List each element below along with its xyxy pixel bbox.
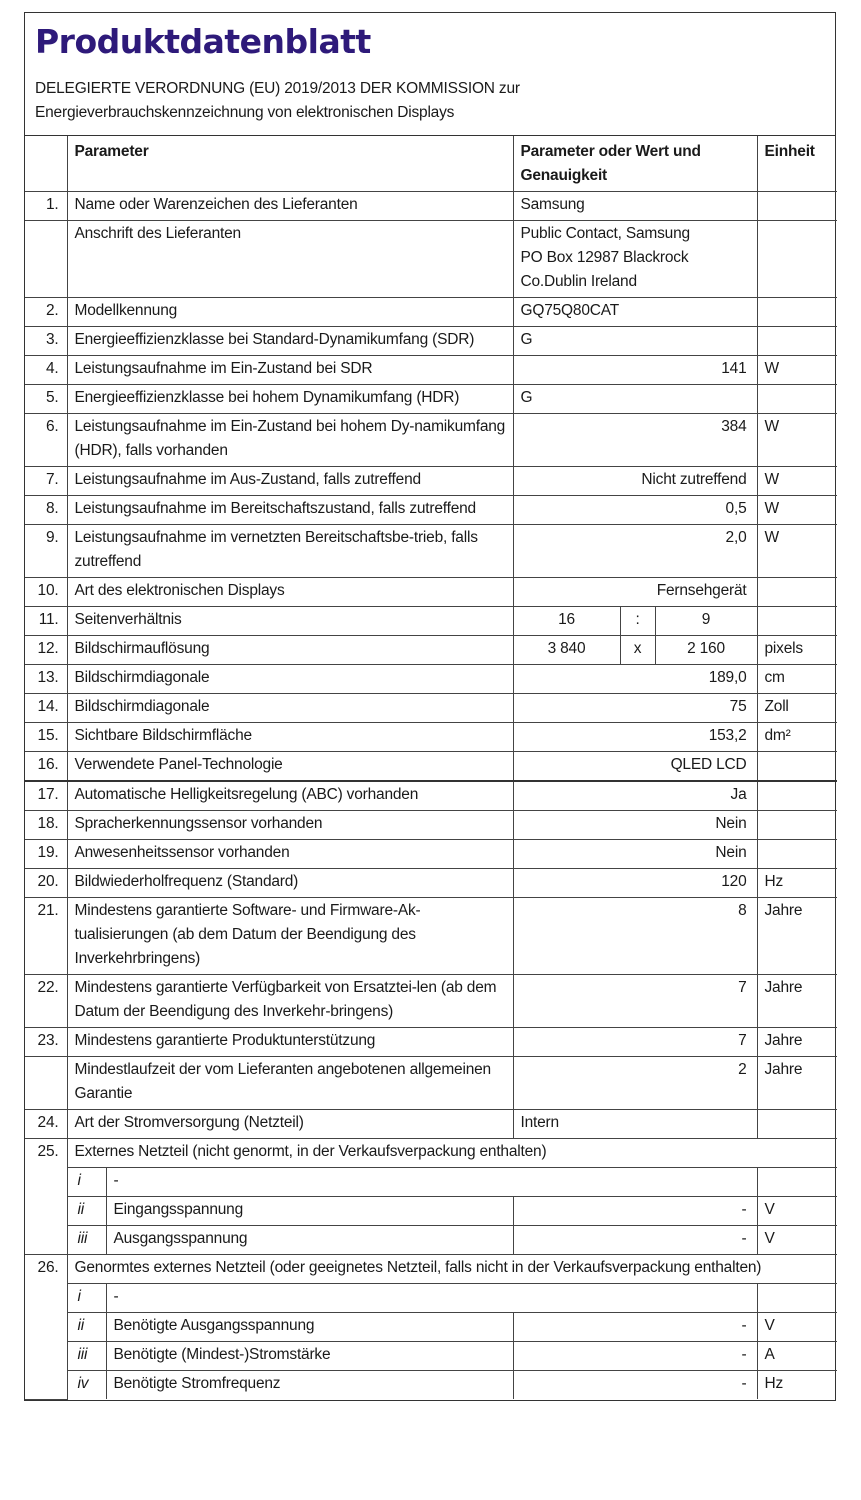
row-number: 15. (25, 723, 67, 752)
row-value (513, 221, 757, 298)
sub-row (25, 1342, 837, 1371)
table-row (25, 578, 837, 607)
sub-row-unit (757, 1168, 837, 1197)
row-value: 8 (513, 898, 757, 975)
row-number: 9. (25, 525, 67, 578)
row-parameter: Mindestlaufzeit der vom Lieferanten angebotenen allgemeinen Garantie (67, 1057, 513, 1110)
sub-row-roman: ii (67, 1313, 106, 1342)
row-value: 0,5 (513, 496, 757, 525)
table-row (25, 496, 837, 525)
row-unit (757, 385, 837, 414)
row-value: 189,0 (513, 665, 757, 694)
row-unit (757, 221, 837, 298)
table-row (25, 1110, 837, 1139)
sub-row (25, 1197, 837, 1226)
row-value-b: 2 160 (655, 636, 757, 665)
row-parameter: Mindestens garantierte Verfügbarkeit von Ersatztei-len (ab dem Datum der Beendigung des Inverkehr-bringens) (67, 975, 513, 1028)
row-number: 20. (25, 869, 67, 898)
row-unit (757, 327, 837, 356)
sub-row-roman: iii (67, 1342, 106, 1371)
row-unit (757, 781, 837, 811)
sub-row-unit: A (757, 1342, 837, 1371)
table-row (25, 811, 837, 840)
address-line: PO Box 12987 Blackrock (520, 249, 689, 266)
table-body (25, 192, 837, 1400)
table-row (25, 192, 837, 221)
table-row (25, 385, 837, 414)
row-parameter: Mindestens garantierte Software- und Firmware-Ak-tualisierungen (ab dem Datum der Beendigung des Inverkehrbringens) (67, 898, 513, 975)
subtitle-line-1: DELEGIERTE VERORDNUNG (EU) 2019/2013 DER KOMMISSION zur (35, 80, 520, 97)
row-value: GQ75Q80CAT (513, 298, 757, 327)
table-row (25, 636, 837, 665)
table-row (25, 694, 837, 723)
row-unit (757, 1110, 837, 1139)
row-parameter: Modellkennung (67, 298, 513, 327)
sub-row (25, 1313, 837, 1342)
row-unit: Hz (757, 869, 837, 898)
row-number: 12. (25, 636, 67, 665)
header-number (25, 136, 67, 192)
sub-row-value: - (513, 1371, 757, 1400)
row-parameter: Name oder Warenzeichen des Lieferanten (67, 192, 513, 221)
table-row (25, 298, 837, 327)
row-parameter: Art des elektronischen Displays (67, 578, 513, 607)
sub-row (25, 1168, 837, 1197)
product-data-sheet (24, 12, 836, 1401)
row-value: 7 (513, 975, 757, 1028)
sub-row (25, 1226, 837, 1255)
table-row (25, 327, 837, 356)
row-number (25, 221, 67, 298)
row-parameter: Energieeffizienzklasse bei Standard-Dynamikumfang (SDR) (67, 327, 513, 356)
row-number: 14. (25, 694, 67, 723)
row-number: 13. (25, 665, 67, 694)
table-row (25, 752, 837, 782)
row-value: Intern (513, 1110, 757, 1139)
row-parameter: Art der Stromversorgung (Netzteil) (67, 1110, 513, 1139)
row-value: Ja (513, 781, 757, 811)
row-unit (757, 840, 837, 869)
row-number: 26. (25, 1255, 67, 1400)
row-value: Nein (513, 811, 757, 840)
row-value: 153,2 (513, 723, 757, 752)
row-unit: Jahre (757, 898, 837, 975)
row-value: Samsung (513, 192, 757, 221)
sheet-header (25, 13, 835, 136)
row-parameter: Bildwiederholfrequenz (Standard) (67, 869, 513, 898)
page-title: Produktdatenblatt (35, 22, 371, 61)
row-number: 25. (25, 1139, 67, 1255)
table-row (25, 665, 837, 694)
sub-row-label: Benötigte Ausgangsspannung (106, 1313, 513, 1342)
row-unit (757, 811, 837, 840)
row-parameter: Leistungsaufnahme im Bereitschaftszustand, falls zutreffend (67, 496, 513, 525)
table-row (25, 781, 837, 811)
table-row (25, 467, 837, 496)
sub-row-roman: iii (67, 1226, 106, 1255)
row-number: 7. (25, 467, 67, 496)
row-unit (757, 752, 837, 782)
row-unit (757, 298, 837, 327)
row-value-a: 3 840 (513, 636, 620, 665)
row-number: 24. (25, 1110, 67, 1139)
row-parameter: Anwesenheitssensor vorhanden (67, 840, 513, 869)
regulation-subtitle (35, 77, 825, 125)
row-number: 3. (25, 327, 67, 356)
row-parameter: Leistungsaufnahme im vernetzten Bereitschaftsbe-trieb, falls zutreffend (67, 525, 513, 578)
table-row (25, 840, 837, 869)
row-number: 21. (25, 898, 67, 975)
row-parameter: Leistungsaufnahme im Ein-Zustand bei hohem Dy-namikumfang (HDR), falls vorhanden (67, 414, 513, 467)
row-unit (757, 607, 837, 636)
row-unit: dm² (757, 723, 837, 752)
row-number: 11. (25, 607, 67, 636)
row-unit: Jahre (757, 1028, 837, 1057)
subtitle-line-2: Energieverbrauchskennzeichnung von elektronischen Displays (35, 104, 455, 121)
sub-row-label: Benötigte Stromfrequenz (106, 1371, 513, 1400)
sub-row-label: Benötigte (Mindest-)Stromstärke (106, 1342, 513, 1371)
table-row (25, 221, 837, 298)
row-value: 141 (513, 356, 757, 385)
row-value: G (513, 385, 757, 414)
row-value-separator: x (620, 636, 655, 665)
section-26-title-row (25, 1255, 837, 1284)
section-25-title-row (25, 1139, 837, 1168)
row-parameter: Sichtbare Bildschirmfläche (67, 723, 513, 752)
sub-row-roman: iv (67, 1371, 106, 1400)
table-row (25, 607, 837, 636)
row-number: 1. (25, 192, 67, 221)
header-unit: Einheit (757, 136, 837, 192)
row-unit: pixels (757, 636, 837, 665)
sub-row-roman: ii (67, 1197, 106, 1226)
row-value-b: 9 (655, 607, 757, 636)
row-parameter: Bildschirmdiagonale (67, 665, 513, 694)
sub-row-value: - (513, 1226, 757, 1255)
sub-row-label: Eingangsspannung (106, 1197, 513, 1226)
address-line: Public Contact, Samsung (520, 225, 690, 242)
row-parameter: Verwendete Panel-Technologie (67, 752, 513, 782)
row-unit: W (757, 467, 837, 496)
row-parameter: Automatische Helligkeitsregelung (ABC) vorhanden (67, 781, 513, 811)
row-parameter: Bildschirmauflösung (67, 636, 513, 665)
row-number: 22. (25, 975, 67, 1028)
row-unit (757, 578, 837, 607)
row-value: Fernsehgerät (513, 578, 757, 607)
table-row (25, 1028, 837, 1057)
section-25-title: Externes Netzteil (nicht genormt, in der Verkaufsverpackung enthalten) (67, 1139, 837, 1168)
row-unit: W (757, 414, 837, 467)
row-number: 4. (25, 356, 67, 385)
sub-row (25, 1284, 837, 1313)
row-value: 384 (513, 414, 757, 467)
sub-row-label: - (106, 1168, 757, 1197)
sub-row-unit: V (757, 1226, 837, 1255)
sub-row-roman: i (67, 1284, 106, 1313)
row-value-a: 16 (513, 607, 620, 636)
sub-row-unit: Hz (757, 1371, 837, 1400)
row-unit (757, 192, 837, 221)
row-number: 19. (25, 840, 67, 869)
row-unit: Jahre (757, 975, 837, 1028)
row-number: 8. (25, 496, 67, 525)
sub-row (25, 1371, 837, 1400)
row-value: G (513, 327, 757, 356)
row-parameter: Leistungsaufnahme im Aus-Zustand, falls zutreffend (67, 467, 513, 496)
row-number: 5. (25, 385, 67, 414)
row-unit: W (757, 525, 837, 578)
row-unit: cm (757, 665, 837, 694)
row-unit: Zoll (757, 694, 837, 723)
row-value: 2,0 (513, 525, 757, 578)
row-number: 6. (25, 414, 67, 467)
row-number: 17. (25, 781, 67, 811)
sub-row-unit: V (757, 1197, 837, 1226)
header-parameter: Parameter (67, 136, 513, 192)
row-value: 75 (513, 694, 757, 723)
row-value: 2 (513, 1057, 757, 1110)
row-number: 23. (25, 1028, 67, 1057)
row-parameter: Mindestens garantierte Produktunterstützung (67, 1028, 513, 1057)
table-row (25, 525, 837, 578)
sub-row-label: Ausgangsspannung (106, 1226, 513, 1255)
row-number (25, 1057, 67, 1110)
row-value: Nein (513, 840, 757, 869)
row-parameter: Energieeffizienzklasse bei hohem Dynamikumfang (HDR) (67, 385, 513, 414)
row-unit: Jahre (757, 1057, 837, 1110)
row-parameter: Seitenverhältnis (67, 607, 513, 636)
address-line: Co.Dublin Ireland (520, 273, 637, 290)
row-value: 120 (513, 869, 757, 898)
row-number: 16. (25, 752, 67, 782)
sub-row-unit (757, 1284, 837, 1313)
row-unit: W (757, 496, 837, 525)
row-parameter: Spracherkennungssensor vorhanden (67, 811, 513, 840)
table-row (25, 869, 837, 898)
row-number: 10. (25, 578, 67, 607)
sub-row-roman: i (67, 1168, 106, 1197)
row-number: 2. (25, 298, 67, 327)
sub-row-value: - (513, 1313, 757, 1342)
table-row (25, 723, 837, 752)
table-row (25, 356, 837, 385)
row-unit: W (757, 356, 837, 385)
sub-row-label: - (106, 1284, 757, 1313)
section-26-title: Genormtes externes Netzteil (oder geeignetes Netzteil, falls nicht in der Verkaufsverpackung enthalten) (67, 1255, 837, 1284)
row-value: QLED LCD (513, 752, 757, 782)
row-value: 7 (513, 1028, 757, 1057)
row-number: 18. (25, 811, 67, 840)
table-row (25, 975, 837, 1028)
row-parameter: Anschrift des Lieferanten (67, 221, 513, 298)
header-value: Parameter oder Wert und Genauigkeit (513, 136, 757, 192)
table-row (25, 414, 837, 467)
table-header-row (25, 136, 837, 192)
row-parameter: Bildschirmdiagonale (67, 694, 513, 723)
table-row (25, 1057, 837, 1110)
row-parameter: Leistungsaufnahme im Ein-Zustand bei SDR (67, 356, 513, 385)
row-value-separator: : (620, 607, 655, 636)
row-value: Nicht zutreffend (513, 467, 757, 496)
sub-row-value: - (513, 1197, 757, 1226)
parameter-table (25, 136, 837, 1400)
sub-row-unit: V (757, 1313, 837, 1342)
sub-row-value: - (513, 1342, 757, 1371)
table-row (25, 898, 837, 975)
